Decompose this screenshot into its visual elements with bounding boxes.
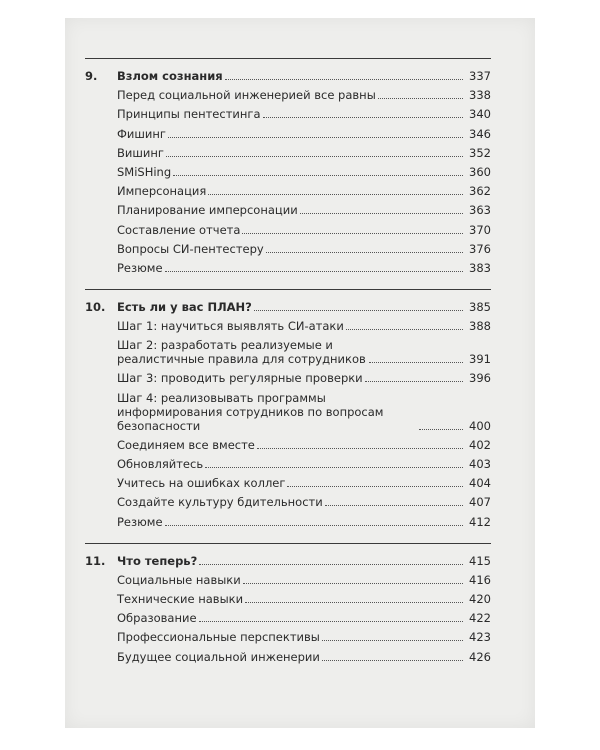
entry-title: Имперсонация <box>117 184 207 199</box>
entry-title: Профессиональные перспективы <box>117 630 320 645</box>
page-number: 396 <box>469 371 491 386</box>
page-number: 388 <box>469 319 491 334</box>
chapter-title: Взлом сознания <box>117 69 223 83</box>
chapter-number: 10. <box>85 299 106 314</box>
entry-title: Создайте культуру бдительности <box>117 495 323 510</box>
leader-dots <box>208 194 463 195</box>
leader-dots <box>245 602 463 603</box>
leader-dots <box>173 175 463 176</box>
page-number: 416 <box>469 572 491 587</box>
toc-entry <box>85 146 491 160</box>
page-number: 412 <box>469 514 491 529</box>
chapter-title: Есть ли у вас ПЛАН? <box>117 299 252 314</box>
leader-dots <box>257 448 463 449</box>
page-number: 346 <box>469 126 491 141</box>
entry-title: Фишинг <box>117 126 166 141</box>
leader-dots <box>266 252 463 253</box>
toc-entry <box>85 650 491 664</box>
chapter-9 <box>85 58 491 275</box>
toc-entry <box>85 630 491 644</box>
entry-title: Технические навыки <box>117 591 244 606</box>
leader-dots <box>325 505 463 506</box>
toc-entry <box>85 319 491 333</box>
chapter-number: 11. <box>85 553 106 568</box>
leader-dots <box>165 271 463 272</box>
chapter-11 <box>85 543 491 664</box>
page-number: 423 <box>469 630 491 645</box>
page-number: 360 <box>469 164 491 179</box>
entry-title: Принципы пентестинга <box>117 107 261 122</box>
leader-dots <box>199 564 463 565</box>
page-number: 352 <box>469 145 491 160</box>
entry-title: Перед социальной инженерией все равны <box>117 88 376 103</box>
leader-dots <box>346 329 463 330</box>
toc-entry <box>85 242 491 256</box>
page-number: 363 <box>469 203 491 218</box>
page-number: 383 <box>469 260 491 275</box>
page-number: 422 <box>469 611 491 626</box>
leader-dots <box>168 137 463 138</box>
entry-title: Вишинг <box>117 145 164 160</box>
page-number: 391 <box>469 352 491 367</box>
leader-dots <box>287 486 463 487</box>
entry-title: Резюме <box>117 514 163 529</box>
leader-dots <box>419 429 463 430</box>
toc-entry <box>85 457 491 471</box>
toc-entry <box>85 165 491 179</box>
toc-entry <box>85 476 491 490</box>
page-number: 376 <box>469 241 491 256</box>
entry-title: Соединяем все вместе <box>117 437 255 452</box>
chapter-number: 9. <box>85 69 98 83</box>
toc-entry <box>85 338 491 366</box>
page-number: 415 <box>469 553 491 568</box>
entry-title: Социальные навыки <box>117 572 241 587</box>
page-number: 402 <box>469 437 491 452</box>
toc-entry <box>85 223 491 237</box>
page-number: 426 <box>469 649 491 664</box>
entry-title: Будущее социальной инженерии <box>117 649 320 664</box>
toc-entry <box>85 184 491 198</box>
leader-dots <box>322 660 463 661</box>
entry-title: Планирование имперсонации <box>117 203 298 218</box>
entry-title: Шаг 4: реализовывать программы информирования сотрудников по вопросам безопасности <box>117 390 384 433</box>
page-number: 404 <box>469 476 491 491</box>
chapter-heading <box>85 69 491 83</box>
chapter-heading <box>85 554 491 568</box>
toc-entry <box>85 438 491 452</box>
entry-title: SMiSHing <box>117 164 172 179</box>
toc-entry <box>85 127 491 141</box>
leader-dots <box>243 583 463 584</box>
toc-entry <box>85 592 491 606</box>
leader-dots <box>365 381 463 382</box>
chapter-heading <box>85 300 491 314</box>
table-of-contents <box>85 58 491 678</box>
leader-dots <box>199 621 463 622</box>
toc-entry <box>85 611 491 625</box>
page-number: 403 <box>469 457 491 471</box>
leader-dots <box>205 467 463 468</box>
entry-title: Вопросы СИ-пентестеру <box>117 241 264 256</box>
entry-title: Обновляйтесь <box>117 457 204 471</box>
chapter-10 <box>85 289 491 529</box>
page-number: 407 <box>469 495 491 510</box>
entry-title: Шаг 3: проводить регулярные проверки <box>117 371 363 386</box>
leader-dots <box>166 156 463 157</box>
page-number: 400 <box>469 418 491 433</box>
chapter-title: Что теперь? <box>117 553 198 568</box>
leader-dots <box>300 213 463 214</box>
toc-entry <box>85 88 491 102</box>
entry-title: Учитесь на ошибках коллег <box>117 476 286 491</box>
leader-dots <box>322 640 463 641</box>
leader-dots <box>263 117 464 118</box>
entry-title: Образование <box>117 611 197 626</box>
leader-dots <box>254 310 463 311</box>
toc-entry <box>85 107 491 121</box>
leader-dots <box>378 98 463 99</box>
toc-entry <box>85 515 491 529</box>
page-number: 385 <box>469 299 491 314</box>
page-number: 420 <box>469 591 491 606</box>
entry-title: Составление отчета <box>117 222 241 237</box>
leader-dots <box>165 525 463 526</box>
toc-entry <box>85 573 491 587</box>
leader-dots <box>369 362 463 363</box>
page-number: 362 <box>469 184 491 199</box>
toc-entry <box>85 371 491 385</box>
page-number: 337 <box>469 69 491 83</box>
book-page <box>65 18 535 728</box>
page-number: 340 <box>469 107 491 122</box>
toc-entry <box>85 203 491 217</box>
leader-dots <box>225 79 463 80</box>
entry-title: Шаг 2: разработать реализуемые и реалистичные правила для сотрудников <box>117 338 366 367</box>
toc-entry <box>85 261 491 275</box>
toc-entry <box>85 391 491 433</box>
page-number: 370 <box>469 222 491 237</box>
page-number: 338 <box>469 88 491 103</box>
leader-dots <box>242 233 463 234</box>
entry-title: Шаг 1: научиться выявлять СИ-атаки <box>117 319 344 334</box>
entry-title: Резюме <box>117 260 163 275</box>
toc-entry <box>85 495 491 509</box>
